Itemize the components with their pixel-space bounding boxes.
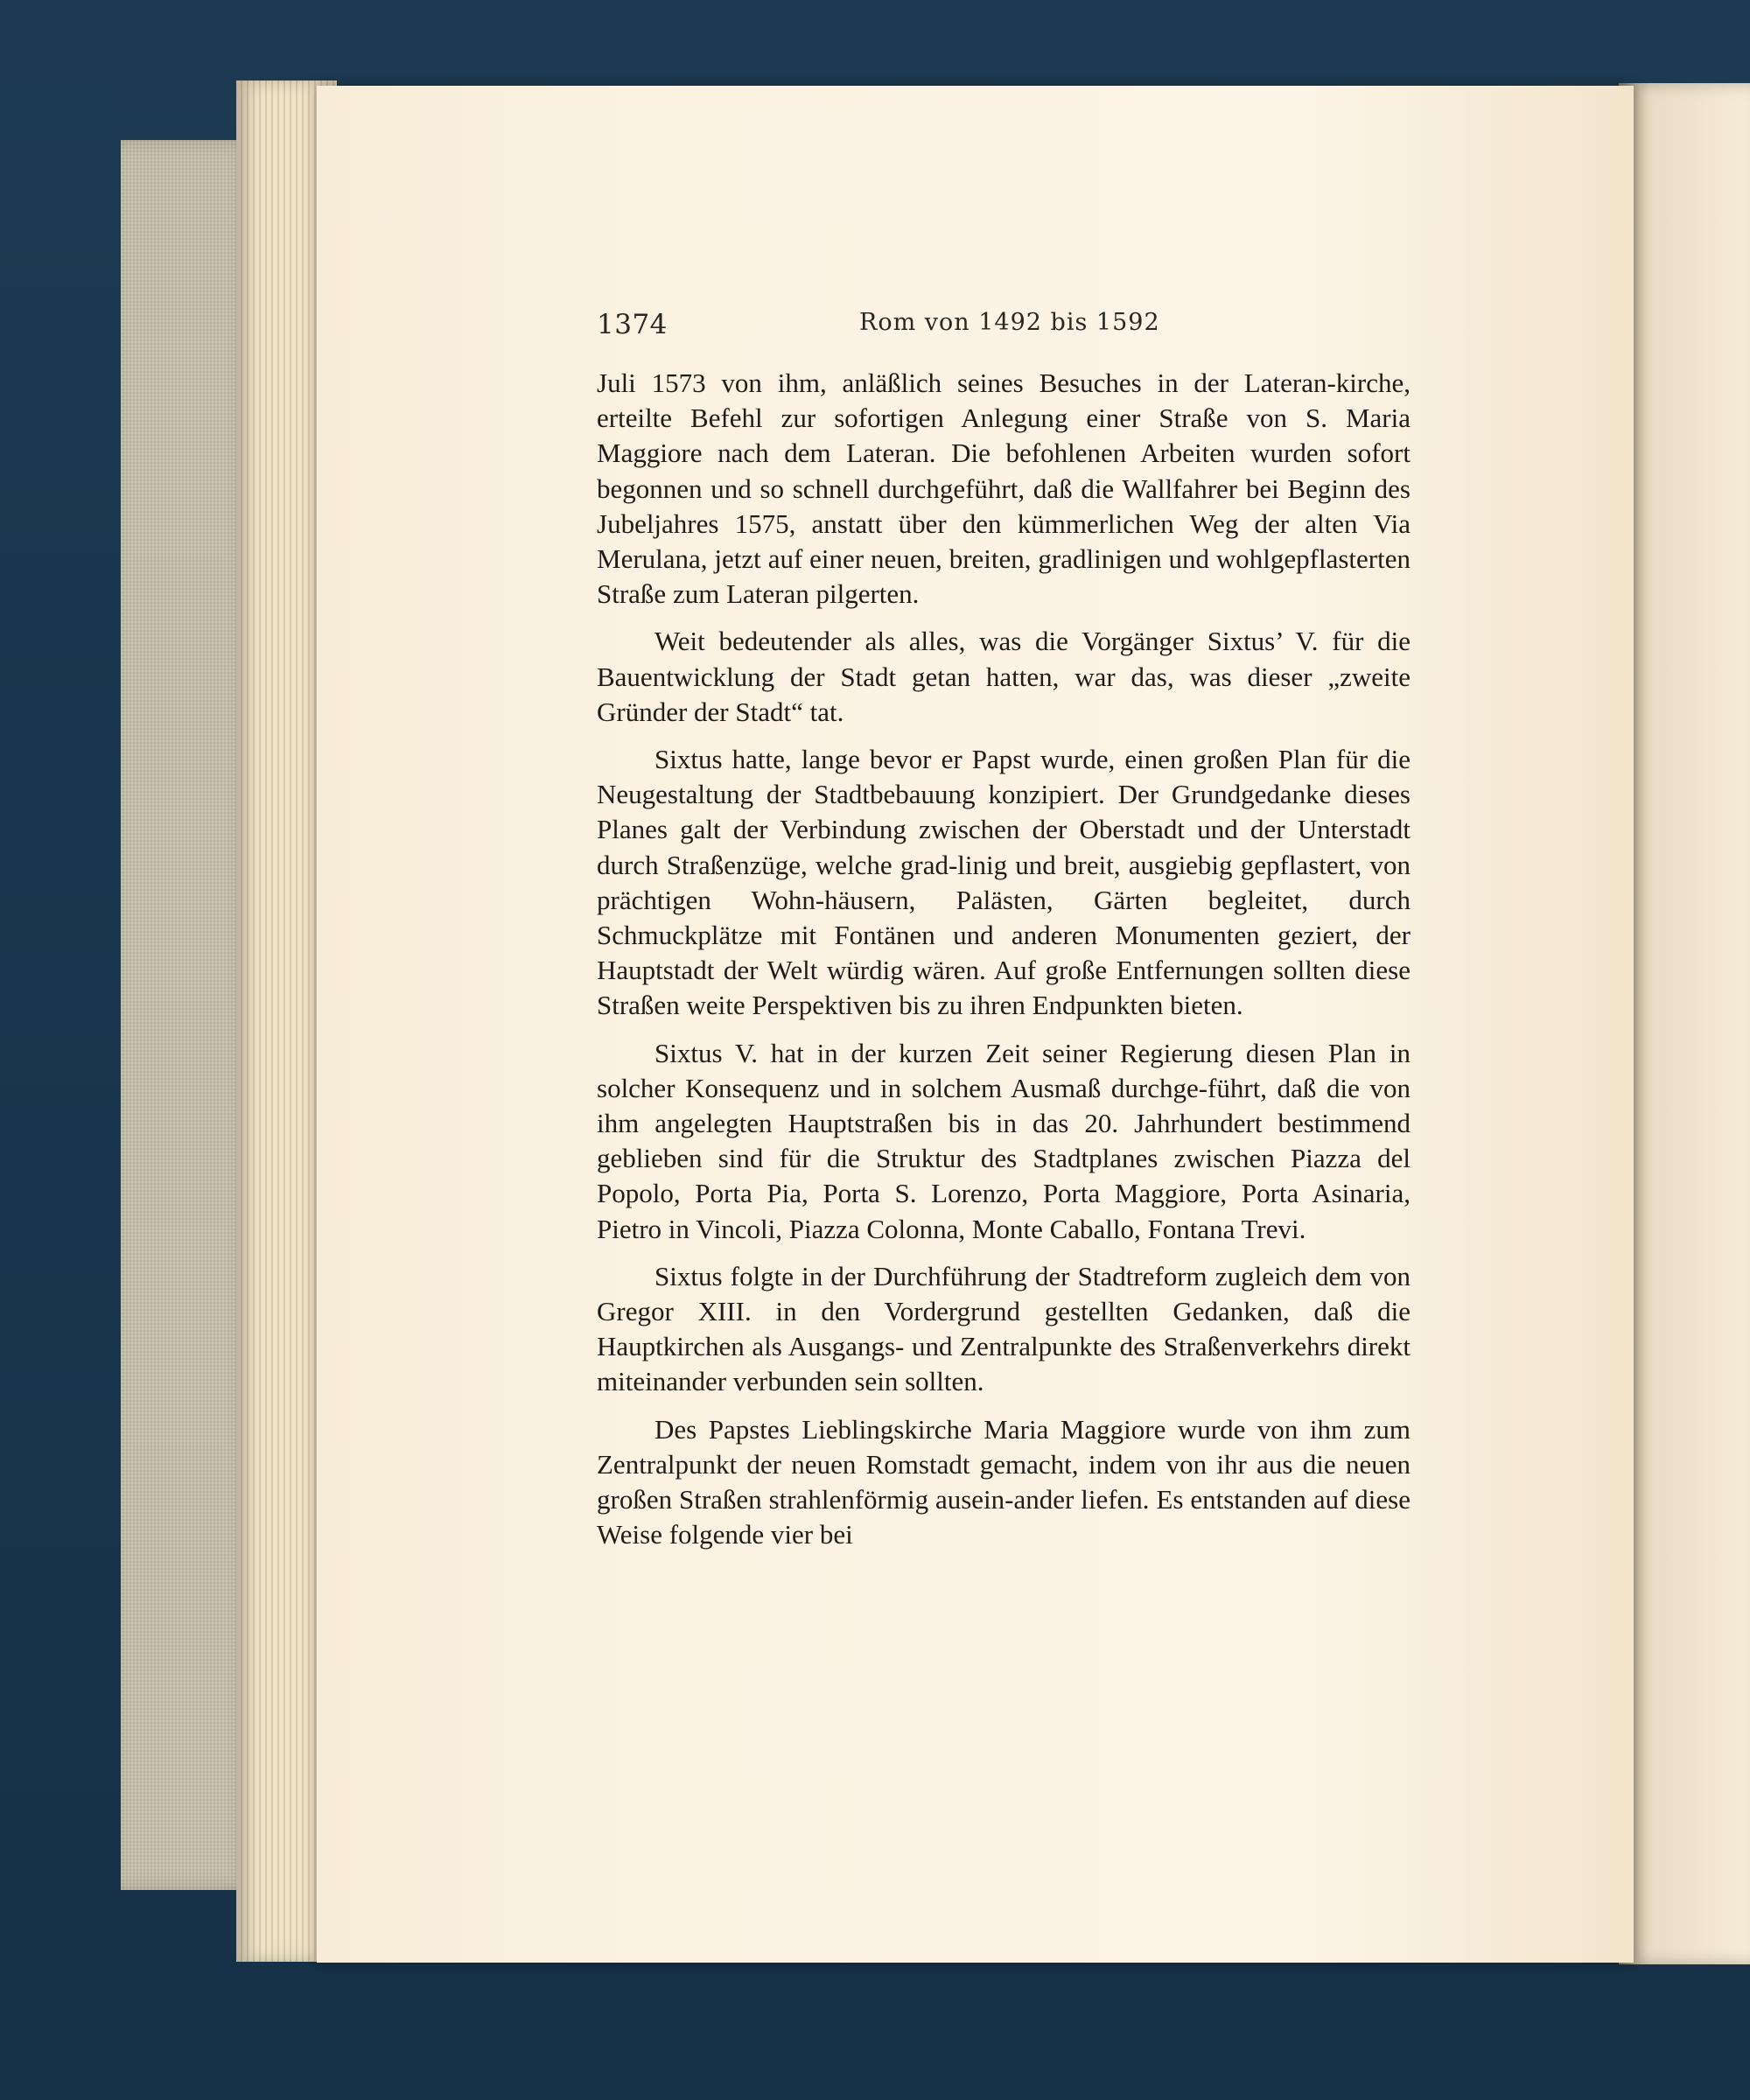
book-gutter [1619,83,1750,1964]
paragraph-5: Sixtus folgte in der Durchführung der Stadtreform zugleich dem von Gregor XIII. in den Vordergrund gestellten Gedanken, daß die Hauptkirchen als Ausgangs- und Zentralpunkte des Straßenverkehrs direkt miteinander verbunden sein sollten. [597,1260,1410,1397]
page-number: 1374 [597,309,668,340]
paragraph-1: Juli 1573 von ihm, anläßlich seines Besuches in der Lateran-kirche, erteilte Befehl zur sofortigen Anlegung einer Straße von S. Maria Maggiore nach dem Lateran. Die befohlenen Arbeiten wurden sofort begonnen und so schnell durchgeführt, daß die Wallfahrer bei Beginn des Jubeljahres 1575, anstatt über den kümmerlichen Weg der alten Via Merulana, jetzt auf einer neuen, breiten, gradlinigen und wohlgepflasterten Straße zum Lateran pilgerten. [597,368,1410,610]
book-cover-cloth [121,140,252,1890]
running-head [597,309,1209,353]
running-title: Rom von 1492 bis 1592 [859,309,1160,336]
paragraph-4: Sixtus V. hat in der kurzen Zeit seiner Regierung diesen Plan in solcher Konsequenz und in solchem Ausmaß durchge-führt, daß die von ihm angelegten Hauptstraßen bis in das 20. Jahrhundert bestimmend geblieben sind für die Struktur des Stadtplanes zwischen Piazza del Popolo, Porta Pia, Porta S. Lorenzo, Porta Maggiore, Porta Asinaria, Pietro in Vincoli, Piazza Colonna, Monte Caballo, Fontana Trevi. [597,1037,1410,1244]
paragraph-2: Weit bedeutender als alles, was die Vorgänger Sixtus’ V. für die Bauentwicklung der Stadt getan hatten, war das, was dieser „zweite Gründer der Stadt“ tat. [597,626,1410,727]
book-page [317,86,1634,1963]
paragraph-6: Des Papstes Lieblingskirche Maria Maggiore wurde von ihm zum Zentralpunkt der neuen Romstadt gemacht, indem von ihr aus die neuen großen Straßen strahlenförmig ausein-ander liefen. Es entstanden auf diese Weise folgende vier bei [597,1413,1410,1550]
paragraph-3: Sixtus hatte, lange bevor er Papst wurde, einen großen Plan für die Neugestaltung der Stadtbebauung konzipiert. Der Grundgedanke dieses Planes galt der Verbindung zwischen der Oberstadt und der Unterstadt durch Straßenzüge, welche grad-linig und breit, ausgiebig gepflastert, von prächtigen Wohn-häusern, Palästen, Gärten begleitet, durch Schmuckplätze mit Fontänen und anderen Monumenten geziert, der Hauptstadt der Welt würdig wären. Auf große Entfernungen sollten diese Straßen weite Perspektiven bis zu ihren Endpunkten bieten. [597,744,1410,1021]
body-text [597,366,1410,1565]
